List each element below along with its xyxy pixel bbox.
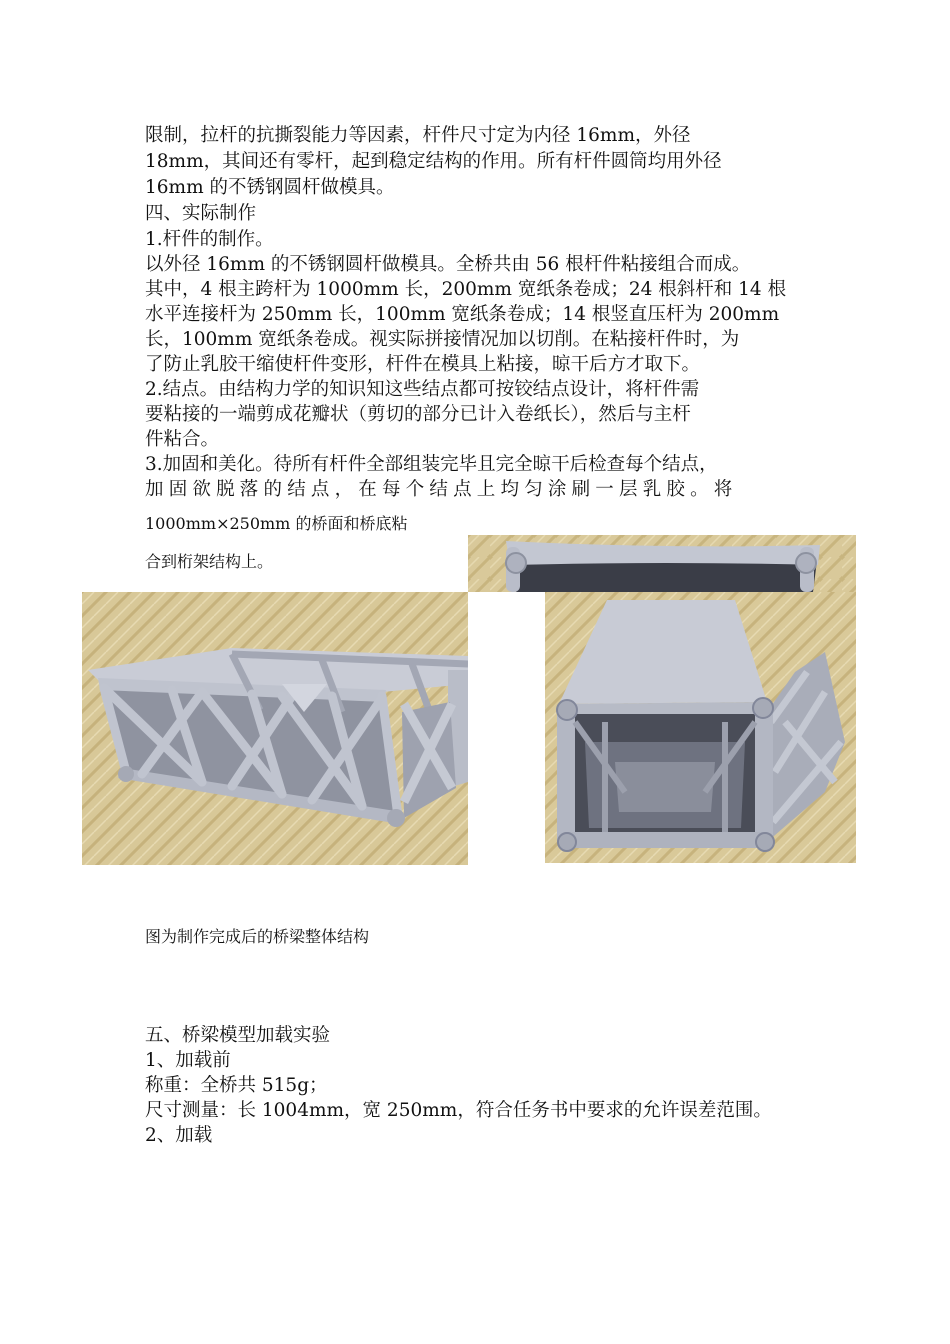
- subheading-before-load: 1、加载前: [145, 1050, 231, 1071]
- text-line-10: 了防止乳胶干缩使杆件变形，杆件在模具上粘接，晾干后方才取下。: [145, 354, 701, 375]
- subheading-reinforce: 3.加固和美化。待所有杆件全部组装完毕且完全晾干后检查每个结点，: [145, 454, 718, 475]
- text-line-1: 限制，拉杆的抗撕裂能力等因素，杆件尺寸定为内径 16mm，外径: [145, 125, 691, 146]
- text-line-13: 件粘合。: [145, 429, 220, 450]
- subheading-loading: 2、加载: [145, 1125, 213, 1146]
- subheading-nodes: 2.结点。由结构力学的知识知这些结点都可按铰结点设计，将杆件需: [145, 379, 700, 400]
- text-line-15: 加固欲脱落的结点，在每个结点上均匀涂刷一层乳胶。将: [145, 479, 738, 500]
- subheading-rods: 1.杆件的制作。: [145, 229, 274, 250]
- text-line-6: 以外径 16mm 的不锈钢圆杆做模具。全桥共由 56 根杆件粘接组合而成。: [145, 254, 751, 275]
- text-line-9: 长，100mm 宽纸条卷成。视实际拼接情况加以切削。在粘接杆件时，为: [145, 329, 740, 350]
- text-line-16: 1000mm×250mm 的桥面和桥底粘: [145, 514, 408, 533]
- text-line-7: 其中，4 根主跨杆为 1000mm 长，200mm 宽纸条卷成；24 根斜杆和 14 根: [145, 279, 787, 300]
- text-line-8: 水平连接杆为 250mm 长，100mm 宽纸条卷成；14 根竖直压杆为 200mm: [145, 304, 780, 325]
- dimension-line: 尺寸测量：长 1004mm，宽 250mm，符合任务书中要求的允许误差范围。: [145, 1100, 772, 1121]
- section-heading-4: 四、实际制作: [145, 203, 257, 224]
- bridge-end-photo: [545, 592, 856, 863]
- text-line-2: 18mm，其间还有零杆，起到稳定结构的作用。所有杆件圆筒均用外径: [145, 151, 722, 172]
- section-heading-5: 五、桥梁模型加载实验: [145, 1025, 331, 1046]
- figure-caption: 图为制作完成后的桥梁整体结构: [145, 927, 370, 946]
- bridge-detail-photo: [468, 535, 856, 592]
- text-line-3: 16mm 的不锈钢圆杆做模具。: [145, 177, 395, 198]
- text-line-12: 要粘接的一端剪成花瓣状（剪切的部分已计入卷纸长），然后与主杆: [145, 404, 691, 425]
- weight-line: 称重：全桥共 515g；: [145, 1075, 328, 1096]
- bridge-side-photo: [82, 592, 468, 865]
- text-line-17: 合到桁架结构上。: [145, 552, 274, 571]
